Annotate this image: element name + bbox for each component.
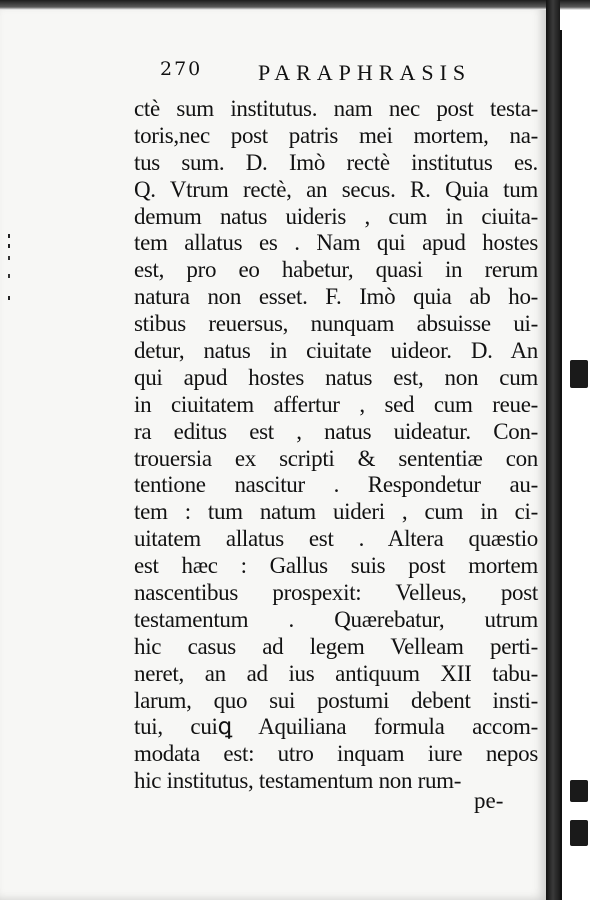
text-line: in ciuitatem affertur , sed cum reue- xyxy=(134,391,538,417)
facing-page-ink-mark xyxy=(570,780,588,802)
text-line: nascentibus prospexit: Velleus, post xyxy=(134,580,538,606)
text-line: tem allatus es . Nam qui apud hostes xyxy=(134,230,538,256)
text-line: tem : tum natum uideri , cum in ci- xyxy=(134,499,538,525)
scan-top-edge xyxy=(0,0,590,10)
text-line: hic casus ad legem Velleam perti- xyxy=(134,633,538,659)
text-line: Q. Vtrum rectè, an secus. R. Quia tum xyxy=(134,176,538,202)
text-line: detur, natus in ciuitate uideor. D. An xyxy=(134,338,538,364)
text-line: hic institutus, testamentum non rum- xyxy=(134,768,462,794)
page-number: 270 xyxy=(160,58,203,80)
text-line: qui apud hostes natus est, non cum xyxy=(134,364,538,390)
text-line: est hæc : Gallus suis post mortem xyxy=(134,553,538,579)
text-line: tentione nascitur . Respondetur au- xyxy=(134,472,538,498)
text-line: testamentum . Quærebatur, utrum xyxy=(134,606,538,632)
text-line: modata est: utro inquam iure nepos xyxy=(134,741,538,767)
text-line: natura non esset. F. Imò quia ab ho- xyxy=(134,284,538,310)
body-text xyxy=(134,96,538,795)
text-line: neret, an ad ius antiquum XII tabu- xyxy=(134,660,538,686)
text-line: tui, cuiꝗ Aquiliana formula accom- xyxy=(134,714,538,740)
text-line: stibus reuersus, nunquam absuisse ui- xyxy=(134,311,538,337)
book-gutter xyxy=(546,0,560,900)
text-line: uitatem allatus est . Altera quæstio xyxy=(134,526,538,552)
text-line: tus sum. D. Imò rectè institutus es. xyxy=(134,149,538,175)
text-line: ra editus est , natus uideatur. Con- xyxy=(134,418,538,444)
facing-page-ink-mark xyxy=(570,360,588,388)
text-line: ctè sum institutus. nam nec post testa- xyxy=(134,96,538,121)
facing-page-edge xyxy=(560,30,590,900)
running-head: PARAPHRASIS xyxy=(258,60,472,85)
catchword: pe- xyxy=(474,788,504,813)
text-line: est, pro eo habetur, quasi in rerum xyxy=(134,257,538,283)
text-line: toris,nec post patris mei mortem, na- xyxy=(134,122,538,148)
facing-page-ink-mark xyxy=(570,820,588,846)
text-line: trouersia ex scripti & sententiæ con xyxy=(134,445,538,471)
text-line: demum natus uideris , cum in ciuita- xyxy=(134,203,538,229)
text-line: larum, quo sui postumi debent insti- xyxy=(134,687,538,713)
